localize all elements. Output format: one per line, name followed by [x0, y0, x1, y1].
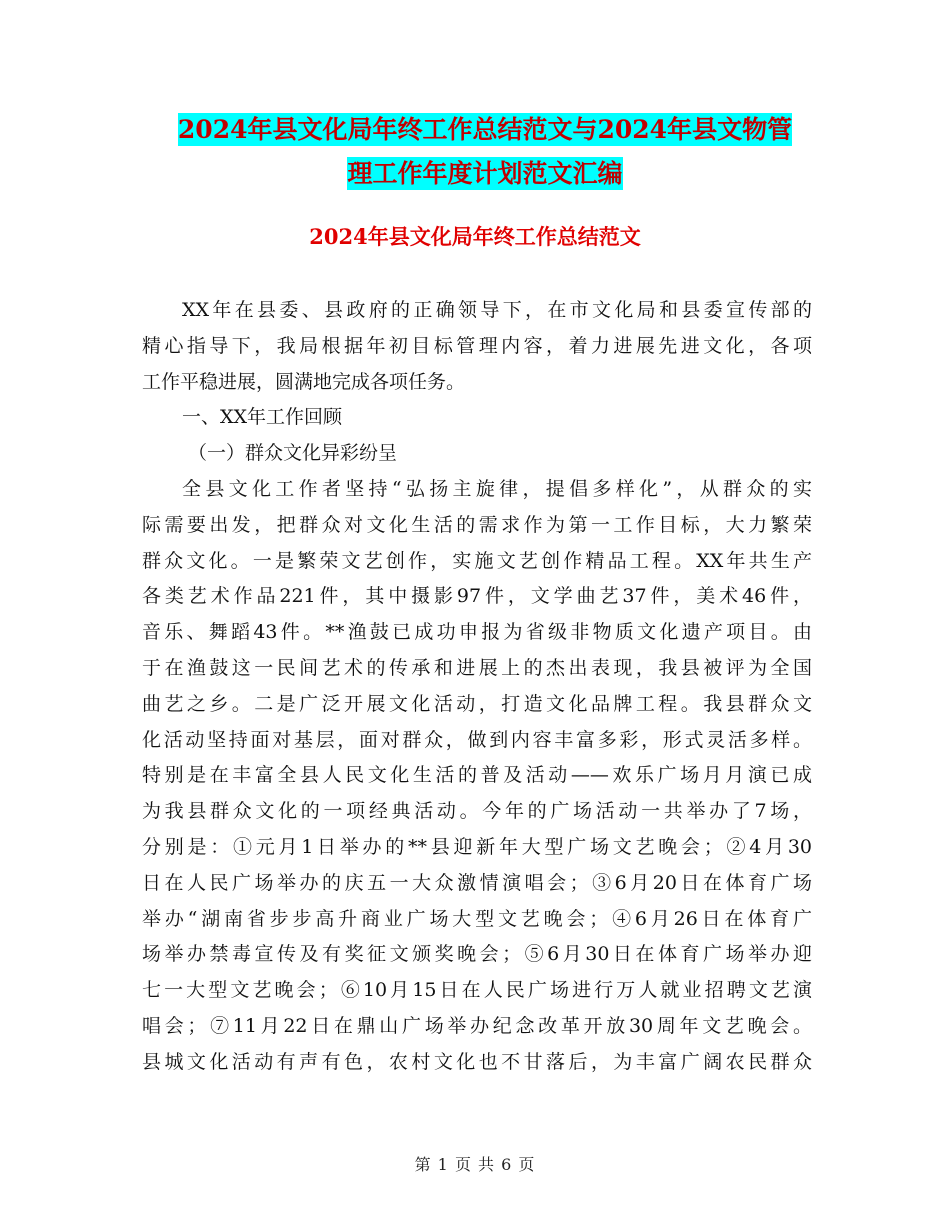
- paragraph-line: 音乐、舞蹈43件。**渔鼓已成功申报为省级非物质文化遗产项目。由: [142, 621, 812, 644]
- paragraph-line: 精心指导下，我局根据年初目标管理内容，着力进展先进文化，各项: [142, 334, 812, 357]
- paragraph-line: 为我县群众文化的一项经典活动。今年的广场活动一共举办了7场，: [142, 800, 812, 823]
- paragraph-line: 唱会；⑦11月22日在鼎山广场举办纪念改革开放30周年文艺晚会。: [142, 1014, 812, 1037]
- paragraph-line: 于在渔鼓这一民间艺术的传承和进展上的杰出表现，我县被评为全国: [142, 656, 812, 679]
- paragraph-line: 七一大型文艺晚会；⑥10月15日在人民广场进行万人就业招聘文艺演: [142, 979, 812, 1002]
- heading-line: 一、XX年工作回顾: [182, 406, 343, 429]
- title-highlight-2: 理工作年度计划范文汇编: [347, 159, 623, 188]
- paragraph-line: 全县文化工作者坚持“弘扬主旋律，提倡多样化”，从群众的实: [182, 477, 812, 500]
- paragraph-line: 举办“湖南省步步高升商业广场大型文艺晚会；④6月26日在体育广: [142, 907, 812, 930]
- paragraph-line: 场举办禁毒宣传及有奖征文颁奖晚会；⑤6月30日在体育广场举办迎: [142, 943, 812, 966]
- paragraph-line: 分别是：①元月1日举办的**县迎新年大型广场文艺晚会；②4月30: [142, 835, 812, 858]
- document-title-line-1: [140, 108, 830, 152]
- paragraph-line: 日在人民广场举办的庆五一大众激情演唱会；③6月20日在体育广场: [142, 871, 812, 894]
- document-body: [142, 293, 812, 1081]
- paragraph-line: 化活动坚持面对基层，面对群众，做到内容丰富多彩，形式灵活多样。: [142, 728, 812, 751]
- paragraph-line: 县城文化活动有声有色，农村文化也不甘落后，为丰富广阔农民群众: [142, 1050, 812, 1073]
- page-footer: 第 1 页 共 6 页: [414, 1155, 536, 1174]
- paragraph-line: 群众文化。一是繁荣文艺创作，实施文艺创作精品工程。XX年共生产: [142, 549, 812, 572]
- paragraph-line: 特别是在丰富全县人民文化生活的普及活动——欢乐广场月月演已成: [142, 764, 812, 787]
- subheading-line: （一）群众文化异彩纷呈: [188, 442, 398, 465]
- title-highlight-1: 2024年县文化局年终工作总结范文与2024年县文物管: [177, 115, 793, 144]
- document-title-line-2: [140, 152, 830, 196]
- paragraph-line: 各类艺术作品221件，其中摄影97件，文学曲艺37件，美术46件，: [142, 585, 812, 608]
- paragraph-line: 际需要出发，把群众对文化生活的需求作为第一工作目标，大力繁荣: [142, 513, 812, 536]
- paragraph-line: XX年在县委、县政府的正确领导下，在市文化局和县委宣传部的: [182, 299, 812, 321]
- paragraph-line: 曲艺之乡。二是广泛开展文化活动，打造文化品牌工程。我县群众文: [142, 692, 812, 715]
- paragraph-line: 工作平稳进展，圆满地完成各项任务。: [142, 370, 466, 393]
- section-title: 2024年县文化局年终工作总结范文: [309, 224, 641, 249]
